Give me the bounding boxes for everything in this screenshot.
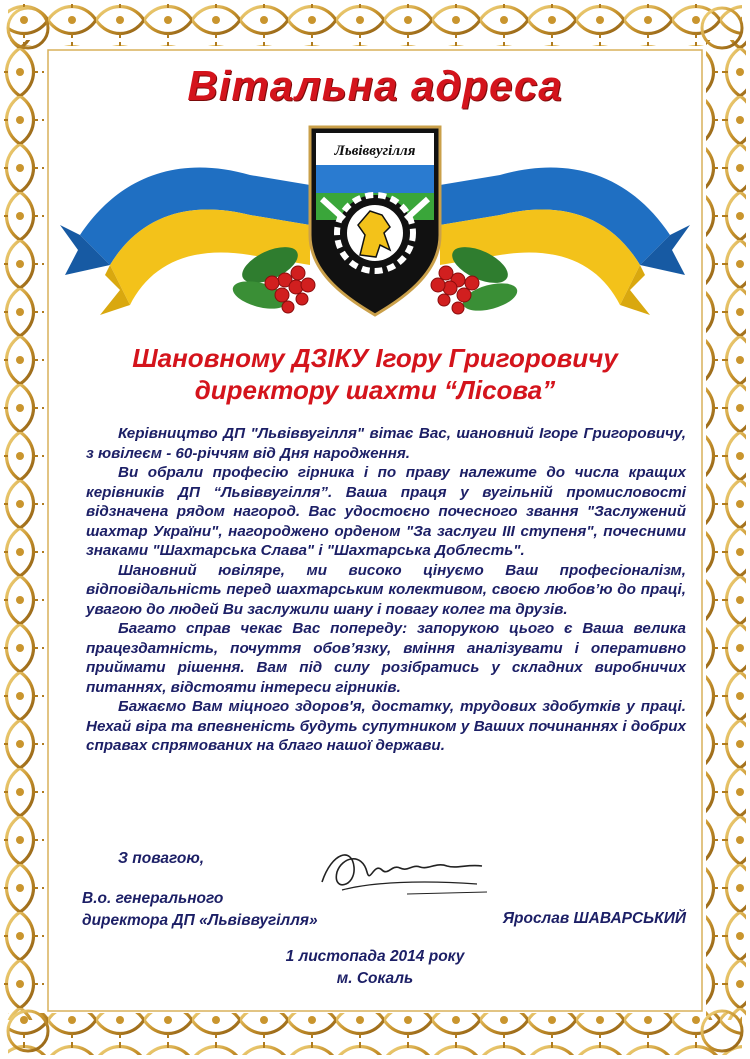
paragraph: Бажаємо Вам міцного здоров'я, достатку, трудових здобутків у праці. Нехай віра та впевненість будуть супутником у Ваших починаннях і добрих справах спрямованих на благо нашої держави. xyxy=(86,698,686,754)
signer-name: Ярослав ШАВАРСЬКИЙ xyxy=(502,910,686,927)
document-date: 1 листопада 2014 року xyxy=(285,948,465,965)
paragraph: Керівництво ДП "Львіввугілля" вітає Вас, шановний Ігоре Григоровичу, з ювілеєм - 60-річчям від Дня народження. xyxy=(86,425,686,462)
paragraph: Шановний ювіляре, ми високо цінуємо Ваш професіоналізм, відповідальність перед шахтарським колективом, своєю любов’ю до праці, увагою до людей Ви заслужили шану і повагу колег та друзів. xyxy=(86,561,686,618)
signer-title xyxy=(82,888,318,932)
signer-title-line: В.о. генерального xyxy=(82,890,224,907)
signature-icon xyxy=(312,842,492,902)
recipient-position: директору шахти “Лісова” xyxy=(194,375,556,405)
signer-title-line: директора ДП «Львіввугілля» xyxy=(82,912,318,929)
emblem-label: Львіввугілля xyxy=(334,143,416,159)
greeting-body xyxy=(86,424,686,756)
document-title: Вітальна адреса xyxy=(187,62,563,109)
paragraph: Ви обрали професію гірника і по праву належите до числа кращих керівників ДП “Львіввугілля”. Ваша праця у вугільній промисловості відзначена рядом нагород. Вас удостоєно почесного звання "Заслужений шахтар України", нагороджено орденом "За заслуги ІІІ ступеня", почесними знаками "Шахтарська Слава" і "Шахтарська Доблесть". xyxy=(86,464,686,559)
recipient-block xyxy=(0,342,750,406)
recipient-name: Шановному ДЗІКУ Ігору Григоровичу xyxy=(132,343,618,373)
date-place-block xyxy=(0,946,750,990)
company-emblem xyxy=(60,115,690,325)
document-place: м. Сокаль xyxy=(336,970,414,987)
paragraph: Багато справ чекає Вас попереду: запорукою цього є Ваша велика працездатність, почуття обов’язку, вміння аналізувати і оперативно приймати рішення. Вам під силу розібратись у складних виробничих питаннях, відстояти інтереси гірників. xyxy=(86,620,686,696)
closing-phrase: З повагою, xyxy=(118,850,205,867)
